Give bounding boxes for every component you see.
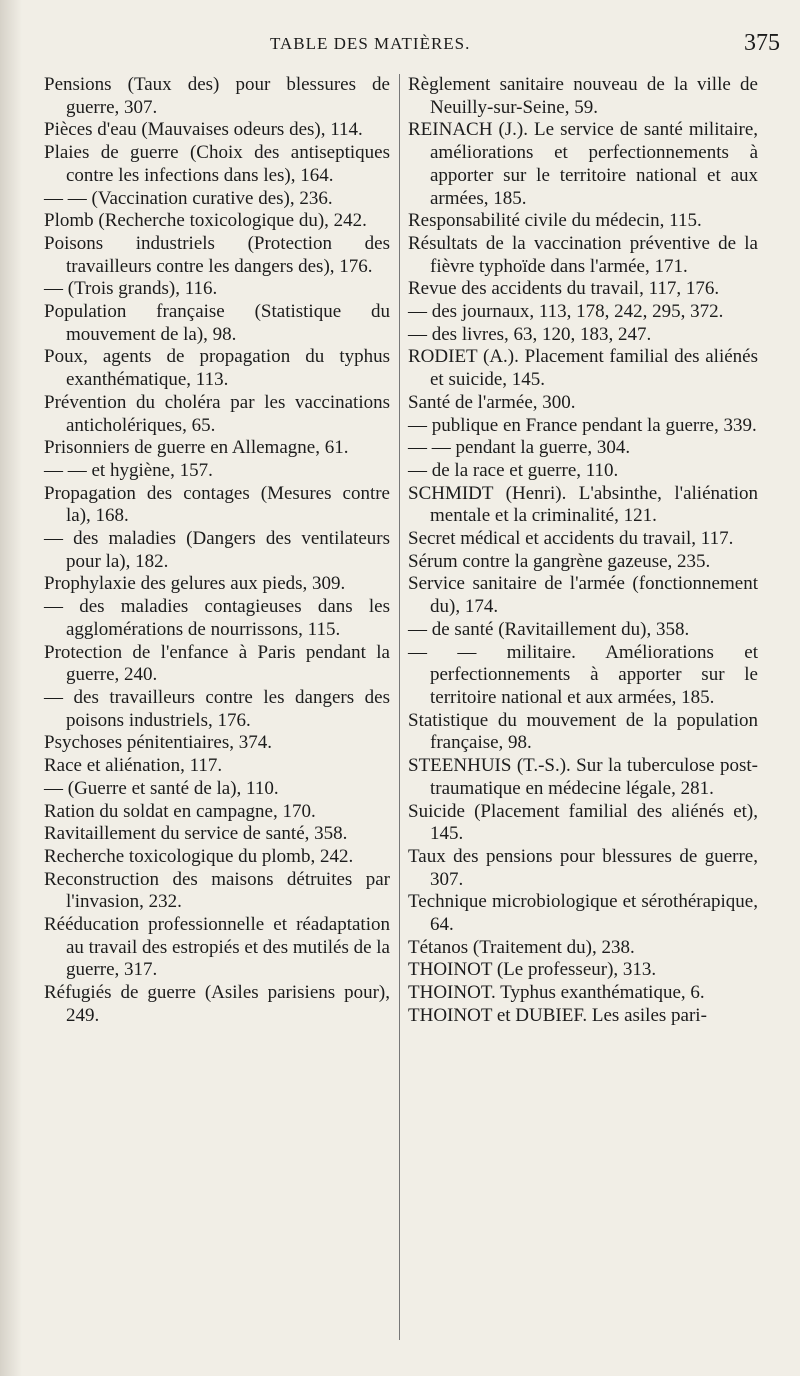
index-entry: Population française (Statistique du mouvement de la), 98. <box>44 301 390 345</box>
page-header <box>40 30 780 64</box>
index-entry: Sérum contre la gangrène gazeuse, 235. <box>408 550 711 572</box>
index-entry: — des livres, 63, 120, 183, 247. <box>408 323 652 345</box>
index-entry: Protection de l'enfance à Paris pendant la guerre, 240. <box>44 641 390 686</box>
index-entry: — — (Vaccination curative des), 236. <box>44 187 333 209</box>
index-entry: Secret médical et accidents du travail, 117. <box>408 528 734 550</box>
index-entry: Réfugiés de guerre (Asiles parisiens pour), 249. <box>44 982 390 1026</box>
index-entry: Reconstruction des maisons détruites par l'invasion, 232. <box>44 868 390 913</box>
index-entry: Responsabilité civile du médecin, 115. <box>408 210 702 232</box>
index-entry: Résultats de la vaccination préventive de la fièvre typhoïde dans l'armée, 171. <box>408 232 758 277</box>
index-entry: — des journaux, 113, 178, 242, 295, 372. <box>408 301 724 323</box>
index-entry: Ravitaillement du service de santé, 358. <box>44 823 348 845</box>
index-entry: Psychoses pénitentiaires, 374. <box>44 732 272 754</box>
index-entry: Taux des pensions pour blessures de guerre, 307. <box>408 845 758 890</box>
index-entry: Pièces d'eau (Mauvaises odeurs des), 114. <box>44 119 363 141</box>
index-entry: Prisonniers de guerre en Allemagne, 61. <box>44 437 349 459</box>
page-number: 375 <box>744 30 780 56</box>
index-entry: Santé de l'armée, 300. <box>408 391 576 413</box>
index-entry: Suicide (Placement familial des aliénés et), 145. <box>408 800 758 845</box>
index-entry: Statistique du mouvement de la population française, 98. <box>408 709 758 754</box>
index-entry: — — et hygiène, 157. <box>44 459 213 481</box>
index-entry: — (Guerre et santé de la), 110. <box>44 777 279 799</box>
index-entry: Revue des accidents du travail, 117, 176. <box>408 278 720 300</box>
index-entry: RODIET (A.). Placement familial des aliénés et suicide, 145. <box>408 346 758 391</box>
index-entry: Race et aliénation, 117. <box>44 755 223 777</box>
index-entry: — (Trois grands), 116. <box>44 278 218 300</box>
index-entry: Prévention du choléra par les vaccinations anticholériques, 65. <box>44 391 390 436</box>
index-entry: Poisons industriels (Protection des travailleurs contre les dangers des), 176. <box>44 232 390 277</box>
index-entry: — — militaire. Améliorations et perfectionnements à apporter sur le territoire national et aux armées, 185. <box>408 641 758 708</box>
index-entry: Règlement sanitaire nouveau de la ville de Neuilly-sur-Seine, 59. <box>408 74 758 118</box>
index-entry: — — pendant la guerre, 304. <box>408 437 631 459</box>
index-entry: Recherche toxicologique du plomb, 242. <box>44 845 354 867</box>
index-entry: Service sanitaire de l'armée (fonctionnement du), 174. <box>408 573 758 618</box>
index-entry: REINACH (J.). Le service de santé militaire, améliorations et perfectionnements à apporter sur le territoire national et aux armées, 185. <box>408 119 758 209</box>
index-column-right <box>408 74 758 1028</box>
index-entry: Prophylaxie des gelures aux pieds, 309. <box>44 573 346 595</box>
index-entry: — publique en France pendant la guerre, 339. <box>408 414 757 436</box>
index-entry: — de santé (Ravitaillement du), 358. <box>408 618 690 640</box>
index-entry: Plaies de guerre (Choix des antiseptiques contre les infections dans les), 164. <box>44 142 390 186</box>
index-entry: — de la race et guerre, 110. <box>408 459 619 481</box>
index-column-left <box>44 74 390 1028</box>
index-entry: Rééducation professionnelle et réadaptation au travail des estropiés et des mutilés de la guerre, 317. <box>44 914 390 981</box>
index-entry: Poux, agents de propagation du typhus exanthématique, 113. <box>44 346 390 391</box>
index-entry: Ration du soldat en campagne, 170. <box>44 800 316 822</box>
index-entry: THOINOT et DUBIEF. Les asiles pari- <box>408 1004 707 1026</box>
index-entry: Technique microbiologique et sérothérapique, 64. <box>408 891 758 936</box>
column-divider <box>399 74 400 1340</box>
page-shadow <box>0 0 22 1376</box>
running-title: TABLE DES MATIÈRES. <box>270 34 471 53</box>
index-entry: Plomb (Recherche toxicologique du), 242. <box>44 210 367 232</box>
index-entry: — des travailleurs contre les dangers des poisons industriels, 176. <box>44 686 390 731</box>
index-entry: Pensions (Taux des) pour blessures de guerre, 307. <box>44 74 390 118</box>
index-entry: THOINOT (Le professeur), 313. <box>408 959 657 981</box>
index-entry: — des maladies (Dangers des ventilateurs pour la), 182. <box>44 528 390 572</box>
index-entry: SCHMIDT (Henri). L'absinthe, l'aliénation mentale et la criminalité, 121. <box>408 482 758 527</box>
index-entry: THOINOT. Typhus exanthématique, 6. <box>408 982 705 1004</box>
index-entry: Tétanos (Traitement du), 238. <box>408 936 635 958</box>
index-entry: Propagation des contages (Mesures contre la), 168. <box>44 482 390 527</box>
index-entry: STEENHUIS (T.-S.). Sur la tuberculose post-traumatique en médecine légale, 281. <box>408 755 758 799</box>
index-entry: — des maladies contagieuses dans les agglomérations de nourrissons, 115. <box>44 596 390 640</box>
